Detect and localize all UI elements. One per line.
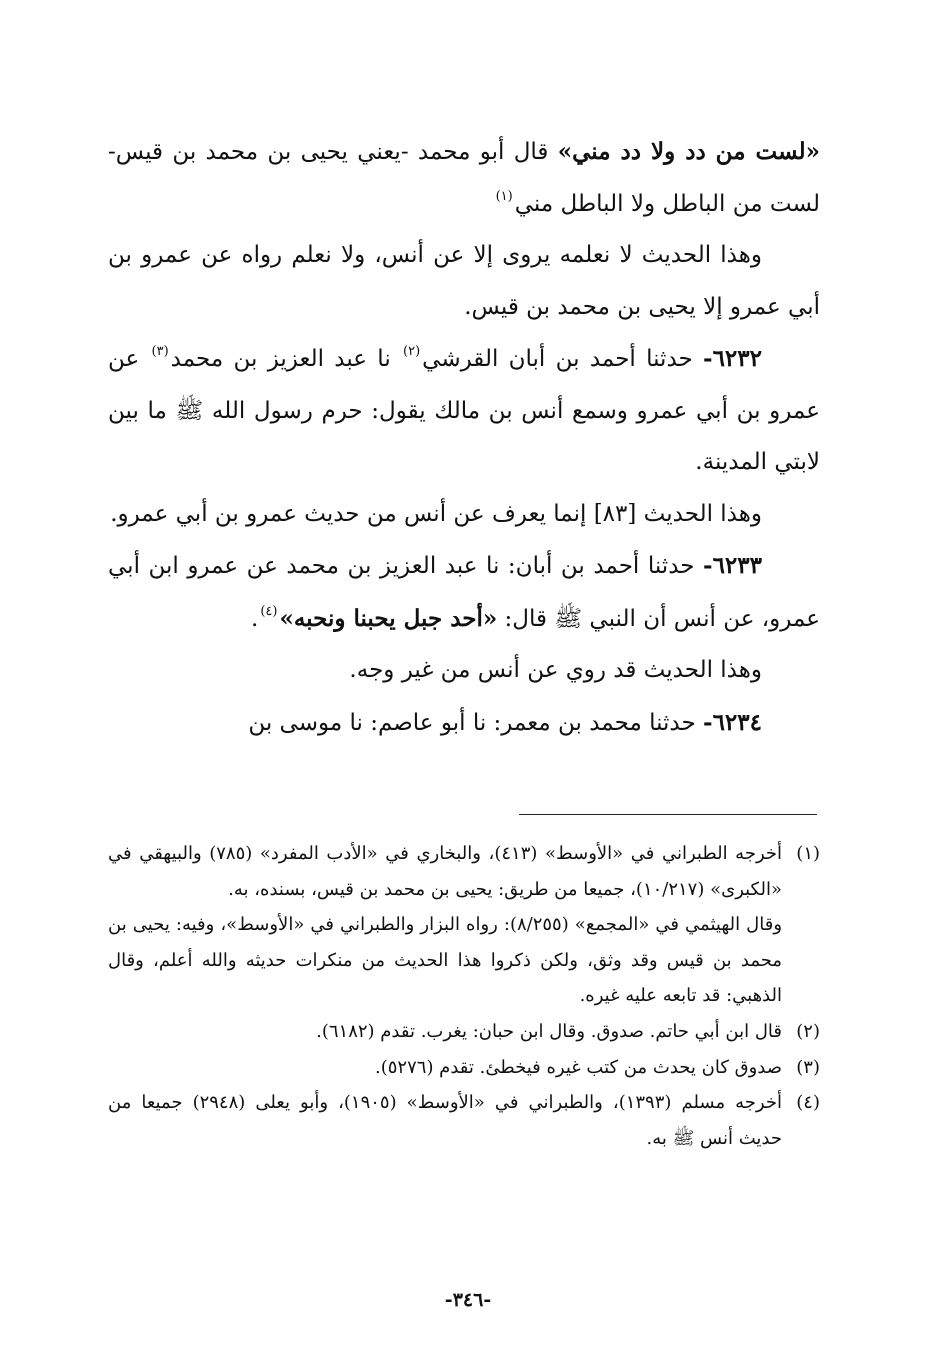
- footnote-4: [108, 1085, 820, 1156]
- paragraph-6: [108, 645, 820, 697]
- hadith-6233: [108, 540, 820, 645]
- footnote-text: أخرجه الطبراني في «الأوسط» (٤١٣)، والبخاري في «الأدب المفرد» (٧٨٥) والبيهقي في «الكبرى» (١٠/٢١٧)، جميعا من طريق: يحيى بن محمد بن قيس، بسنده، به.: [108, 843, 783, 900]
- footnote-1-continued: [108, 907, 820, 1014]
- footnote-ref-1[interactable]: (١): [495, 188, 513, 204]
- main-text: [108, 126, 820, 749]
- paragraph-text: حدثنا أحمد بن أبان: نا عبد العزيز بن محمد عن عمرو ابن أبي عمرو، عن أنس أن النبي ﷺ قال:: [108, 553, 820, 632]
- quoted-hadith: «لست من دد ولا دد مني»: [557, 138, 820, 165]
- footnote-ref-4[interactable]: (٤): [260, 603, 278, 619]
- hadith-6234: [108, 697, 820, 750]
- paragraph-text: حدثنا محمد بن معمر: نا أبو عاصم: نا موسى بن: [248, 709, 704, 736]
- quoted-hadith: «أحد جبل يحبنا ونحبه»: [279, 604, 498, 632]
- paragraph-text: عن عمرو بن أبي عمرو وسمع أنس بن مالك يقول: حرم رسول الله ﷺ ما بين لابتي المدينة.: [108, 346, 820, 475]
- footnote-text: وقال الهيثمي في «المجمع» (٨/٢٥٥): رواه البزار والطبراني في «الأوسط»، وفيه: يحيى بن محمد بن قيس وقد وثق، ولكن ذكروا هذا الحديث من منكرات حديثه والله أعلم، وقال الذهبي: قد تابعه عليه غيره.: [108, 914, 783, 1007]
- footnotes: [108, 836, 820, 1156]
- footnote-ref-2[interactable]: (٢): [403, 344, 421, 359]
- footnote-number: (١): [796, 843, 821, 864]
- paragraph-text: وهذا الحديث لا نعلمه يروى إلا عن أنس، ولا نعلم رواه عن عمرو بن أبي عمرو إلا يحيى بن محمد بن قيس.: [108, 242, 820, 320]
- footnote-number: (٤): [796, 1092, 820, 1114]
- paragraph-text: .: [251, 605, 259, 632]
- hadith-number: ٦٢٣٤-: [703, 708, 762, 736]
- hadith-number: ٦٢٣٣-: [703, 552, 762, 579]
- footnote-number: (٢): [796, 1020, 820, 1042]
- footnote-ref-3[interactable]: (٣): [151, 344, 169, 359]
- paragraph-2: [108, 230, 820, 333]
- paragraph-text: وهذا الحديث قد روي عن أنس من غير وجه.: [349, 657, 762, 683]
- paragraph-4: [108, 489, 820, 541]
- paragraph-text: قال أبو محمد -يعني يحيى بن محمد بن قيس- لست من الباطل ولا الباطل مني: [108, 139, 820, 217]
- footnote-text: قال ابن أبي حاتم. صدوق. وقال ابن حبان: يغرب. تقدم (٦١٨٢).: [316, 1020, 782, 1042]
- hadith-6232: [108, 333, 820, 489]
- hadith-number: ٦٢٣٢-: [703, 345, 762, 372]
- paragraph-1: [108, 126, 820, 230]
- footnote-2: [108, 1014, 820, 1050]
- footnote-separator: [519, 814, 817, 815]
- footnote-text: صدوق كان يحدث من كتب غيره فيخطئ. تقدم (٥٢٧٦).: [375, 1056, 782, 1078]
- paragraph-text: حدثنا أحمد بن أبان القرشي: [422, 346, 704, 372]
- paragraph-text: وهذا الحديث [٨٣] إنما يعرف عن أنس من حديث عمرو بن أبي عمرو.: [110, 500, 762, 527]
- footnote-3: [108, 1050, 820, 1086]
- footnote-text: أخرجه مسلم (١٣٩٣)، والطبراني في «الأوسط» (١٩٠٥)، وأبو يعلى (٢٩٤٨) جميعا من حديث أنس ﷺ به.: [108, 1092, 782, 1149]
- page-number: -٣٤٦-: [444, 1289, 492, 1311]
- footnote-1: [108, 836, 820, 907]
- paragraph-text: نا عبد العزيز بن محمد: [170, 346, 402, 372]
- footnote-number: (٣): [796, 1056, 820, 1078]
